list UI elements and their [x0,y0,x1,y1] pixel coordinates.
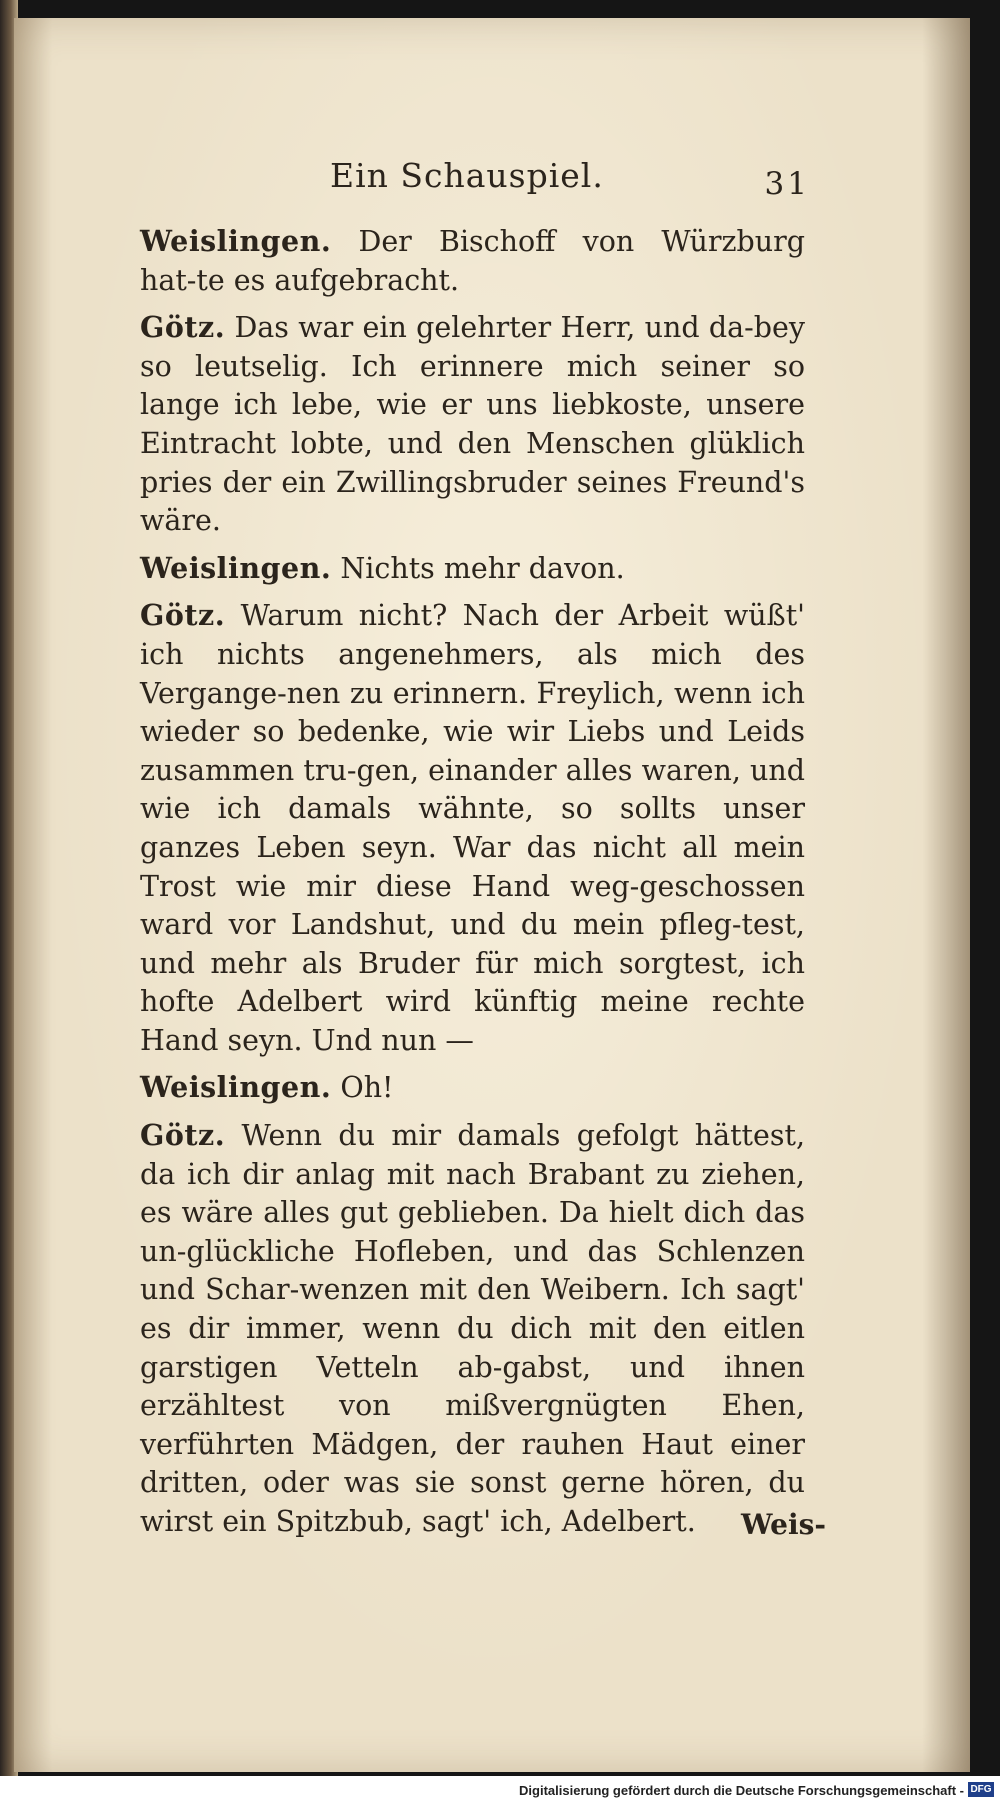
speech-text: Der Bischoff von Würzburg hat‑te es aufgebracht. [140,225,806,297]
running-head: Ein Schauspiel. [330,156,604,195]
dialogue-paragraph [140,308,805,541]
speaker-name: Götz. [140,1118,226,1153]
dialogue-paragraph [140,1068,805,1108]
catchword: Weis‑ [741,1508,826,1541]
speaker-name: Götz. [140,598,226,633]
speech-text: Oh! [340,1071,394,1105]
page-number: 31 [764,166,810,202]
speaker-name: Weislingen. [140,224,332,258]
speaker-name: Weislingen. [140,1070,332,1105]
speaker-name: Weislingen. [140,550,332,585]
speech-text: Wenn du mir damals gefolgt hättest, da ich dir anlag mit nach Brabant zu ziehen, es wäre alles gut geblieben. Da hielt dich das un‑glückliche Hofleben, und das Schlenzen und Schar‑wenzen mit den Weibern. Ich sagt' es dir immer, wenn du dich mit den eitlen garstigen Vetteln ab‑gabst, und ihnen erzähltest von mißvergnügten Ehen, verführten Mädgen, der rauhen Haut einer dritten, oder was sie sonst gerne hören, du wirst ein Spitzbub, sagt' ich, Adelbert. [140,1119,805,1538]
speech-text: Warum nicht? Nach der Arbeit wüßt' ich nichts angenehmers, als mich des Vergange‑nen zu erinnern. Freylich, wenn ich wieder so bedenke, wie wir Liebs und Leids zusammen tru‑gen, einander alles waren, und wie ich damals wähnte, so sollts unser ganzes Leben seyn. War das nicht all mein Trost wie mir diese Hand weg‑geschossen ward vor Landshut, und du mein pfleg‑test, und mehr als Bruder für mich sorgtest, ich hofte Adelbert wird künftig meine rechte Hand seyn. Und nun — [140,599,805,1057]
dialogue-paragraph [140,222,805,300]
page-body-text [140,222,805,1548]
speaker-name: Götz. [140,310,226,345]
digitization-footer [0,1776,1000,1802]
funding-credit: Digitalisierung gefördert durch die Deutsche Forschungsgemeinschaft - [519,1783,964,1798]
dialogue-paragraph [140,596,805,1060]
speech-text: Nichts mehr davon. [340,551,625,585]
speech-text: Das war ein gelehrter Herr, und da‑bey so leutselig. Ich erinnere mich seiner so lange ich lebe, wie er uns liebkoste, unsere Eintracht lobte, und den Menschen glüklich pries der ein Zwillingsbruder seines Freund's wäre. [140,311,806,538]
dfg-logo: DFG [968,1782,994,1797]
page-header [150,152,810,212]
dialogue-paragraph [140,549,805,589]
dialogue-paragraph [140,1116,805,1542]
